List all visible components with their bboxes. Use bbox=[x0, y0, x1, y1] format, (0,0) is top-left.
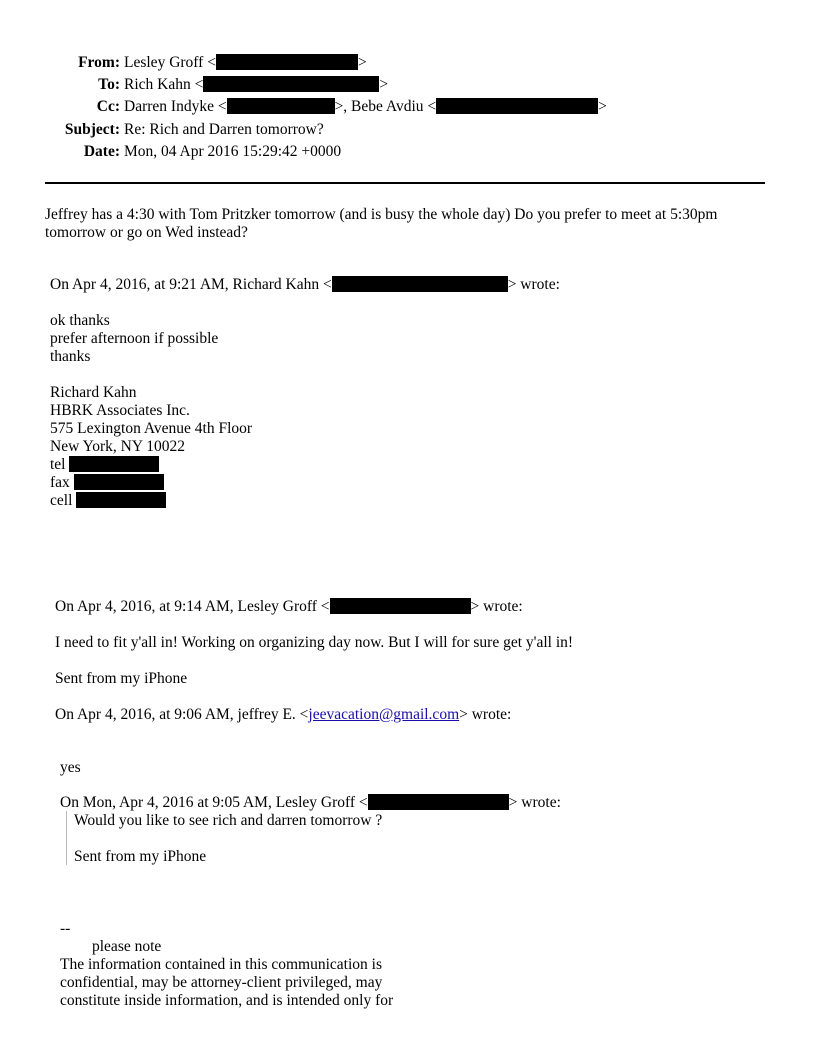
redaction-block bbox=[74, 474, 164, 490]
cc-name: Darren Indyke < bbox=[124, 98, 227, 115]
quote-line: ok thanks bbox=[50, 312, 110, 329]
redaction-block bbox=[76, 492, 166, 508]
to-label: To: bbox=[98, 76, 120, 93]
body-line: Jeffrey has a 4:30 with Tom Pritzker tomorrow (and is busy the whole day) Do you prefer to meet at 5:30pm bbox=[45, 206, 718, 223]
sent-from-line: Sent from my iPhone bbox=[74, 848, 207, 865]
from-label: From: bbox=[78, 54, 120, 71]
quote-line: I need to fit y'all in! Working on organizing day now. But I will for sure get y'all in! bbox=[55, 634, 574, 651]
quote-line: Would you like to see rich and darren tomorrow ? bbox=[74, 812, 383, 829]
footer-dash: -- bbox=[60, 920, 71, 937]
redaction-block bbox=[227, 98, 335, 114]
signature-line: 575 Lexington Avenue 4th Floor bbox=[50, 420, 253, 437]
date-value: Mon, 04 Apr 2016 15:29:42 +0000 bbox=[124, 143, 342, 160]
header-divider bbox=[45, 182, 765, 184]
signature-tel: tel bbox=[50, 456, 159, 474]
redaction-block bbox=[203, 76, 379, 92]
quote-intro: On Apr 4, 2016, at 9:06 AM, jeffrey E. <jeevacation@gmail.com> wrote: bbox=[55, 706, 512, 723]
date-label: Date: bbox=[83, 143, 120, 160]
from-value: Lesley Groff < > bbox=[124, 54, 367, 71]
signature-cell: cell bbox=[50, 492, 166, 510]
footer-line: constitute inside information, and is intended only for bbox=[60, 992, 394, 1009]
redaction-block bbox=[69, 456, 159, 472]
signature-line: HBRK Associates Inc. bbox=[50, 402, 190, 419]
from-name: Lesley Groff < bbox=[124, 54, 216, 71]
redaction-block bbox=[368, 794, 509, 810]
quote-line: prefer afternoon if possible bbox=[50, 330, 219, 347]
quote-intro: On Apr 4, 2016, at 9:21 AM, Richard Kahn < > wrote: bbox=[50, 276, 560, 293]
redaction-block bbox=[330, 598, 471, 614]
email-link[interactable]: jeevacation@gmail.com bbox=[308, 706, 460, 723]
cc-value: Darren Indyke < >, Bebe Avdiu < > bbox=[124, 98, 607, 115]
sent-from-line: Sent from my iPhone bbox=[55, 670, 188, 687]
cc-label: Cc: bbox=[96, 98, 120, 115]
to-value: Rich Kahn < > bbox=[124, 76, 389, 93]
signature-fax: fax bbox=[50, 474, 164, 492]
quote-intro: On Mon, Apr 4, 2016 at 9:05 AM, Lesley Groff < > wrote: bbox=[60, 794, 561, 811]
quote-line: thanks bbox=[50, 348, 91, 365]
signature-line: Richard Kahn bbox=[50, 384, 137, 401]
footer-line: The information contained in this communication is bbox=[60, 956, 382, 973]
quote-intro: On Apr 4, 2016, at 9:14 AM, Lesley Groff < > wrote: bbox=[55, 598, 523, 615]
quote-line: yes bbox=[60, 759, 81, 776]
blockquote-bar bbox=[66, 811, 67, 865]
to-name: Rich Kahn < bbox=[124, 76, 204, 93]
redaction-block bbox=[216, 54, 358, 70]
redaction-block bbox=[436, 98, 598, 114]
body-line: tomorrow or go on Wed instead? bbox=[45, 224, 248, 241]
subject-value: Re: Rich and Darren tomorrow? bbox=[124, 121, 324, 138]
redaction-block bbox=[332, 276, 508, 292]
signature-line: New York, NY 10022 bbox=[50, 438, 186, 455]
footer-note: please note bbox=[92, 938, 162, 955]
subject-label: Subject: bbox=[64, 121, 120, 138]
footer-line: confidential, may be attorney-client privileged, may bbox=[60, 974, 383, 991]
